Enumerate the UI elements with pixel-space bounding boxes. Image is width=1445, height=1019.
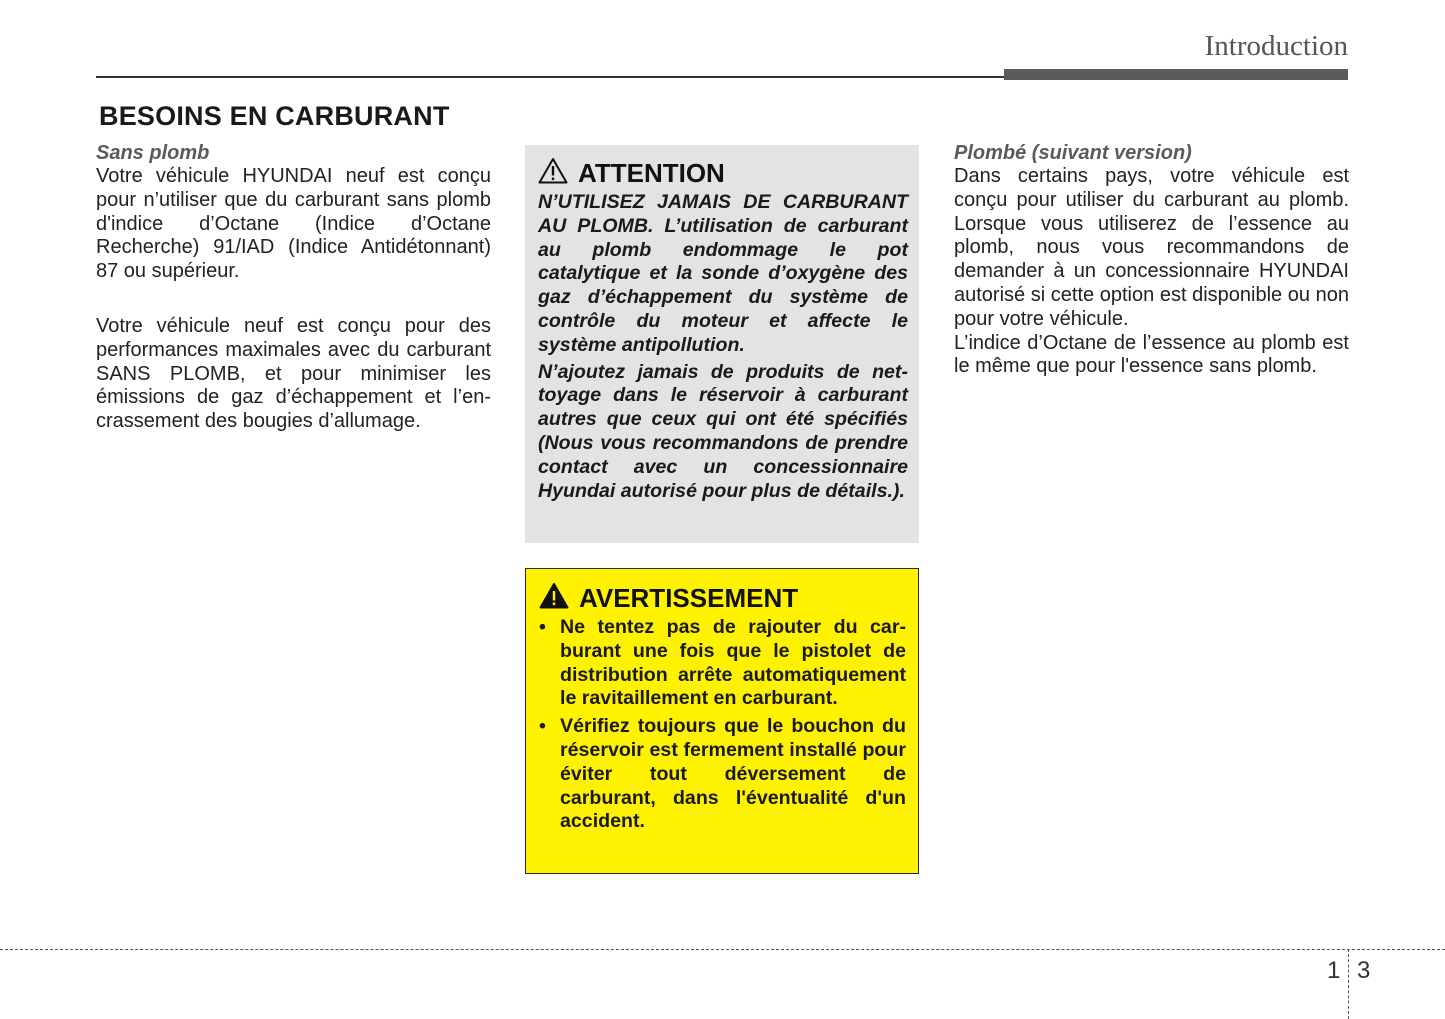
paragraph: Votre véhicule HYUNDAI neuf est conçu pour n’utiliser que du carburant sans plomb d'indice d’Octane (Indice d’Octane Recherche) 91/IAD (Indice Antidétonnant) 87 ou supérieur. bbox=[96, 165, 491, 283]
paragraph: Votre véhicule neuf est conçu pour des performances maximales avec du carburant SANS PLOMB, et pour minimiser les émissions de gaz d’échappement et l’encrassement des bougies d’allumage. bbox=[96, 314, 491, 433]
warning-list-item bbox=[539, 715, 906, 834]
footer-dashed-rule bbox=[0, 949, 1445, 950]
left-column bbox=[96, 141, 491, 434]
warning-list-item bbox=[539, 616, 906, 711]
paragraph: L’indice d’Octane de l’essence au plomb est le même que pour l'essence sans plomb. bbox=[954, 331, 1349, 378]
warning-title: AVERTISSEMENT bbox=[579, 582, 799, 613]
caution-title: ATTENTION bbox=[578, 157, 725, 188]
right-column bbox=[954, 141, 1349, 379]
footer-dashed-divider bbox=[1348, 949, 1349, 1019]
subhead-unleaded: Sans plomb bbox=[96, 142, 210, 164]
warning-list bbox=[539, 616, 906, 834]
caution-box bbox=[525, 145, 919, 543]
warning-box bbox=[525, 568, 919, 874]
warning-item-text: Ne tentez pas de rajouter du carburant une fois que le pistolet de distribution arrête automatiquement le ravitaillement en carburant. bbox=[560, 616, 906, 710]
warning-triangle-outline-icon bbox=[538, 157, 568, 189]
warning-item-text: Vérifiez toujours que le bouchon du réservoir est fermement installé pour éviter tout déversement de carburant, dans l'éventualité d'un accident. bbox=[560, 715, 906, 833]
bullet: • bbox=[539, 616, 546, 638]
paragraph: Dans certains pays, votre véhicule est conçu pour utiliser du carburant au plomb. Lorsque vous utiliserez de l’essence au plomb, nous vous recommandons de demander à un concessionnaire HYUNDAI autorisé si cette option est disponible ou non pour votre véhicule. bbox=[954, 165, 1349, 330]
caution-title-row bbox=[538, 157, 908, 189]
subhead-leaded: Plombé (suivant version) bbox=[954, 142, 1192, 164]
header-accent-bar bbox=[1004, 69, 1348, 80]
running-header-title: Introduction bbox=[1204, 30, 1348, 62]
header-rule bbox=[96, 76, 1004, 78]
warning-triangle-filled-icon bbox=[539, 582, 569, 614]
warning-title-row bbox=[539, 582, 906, 614]
section-title: BESOINS EN CARBURANT bbox=[99, 101, 450, 131]
bullet: • bbox=[539, 715, 546, 738]
page-number: 3 bbox=[1357, 957, 1371, 984]
caution-paragraph: N’ajoutez jamais de produits de nettoyage dans le réservoir à carburant autres que ceux qui ont été spécifiés (Nous vous recommandons de prendre contact avec un concessionnaire Hyundai autorisé pour plus de détails.). bbox=[538, 360, 908, 502]
chapter-number: 1 bbox=[1327, 957, 1341, 984]
caution-paragraph: N’UTILISEZ JAMAIS DE CARBURANT AU PLOMB. L’utilisation de carburant au plomb endommage le pot catalytique et la sonde d’oxygène des gaz d’échappement du système de contrôle du moteur et affecte le système antipollution. bbox=[538, 191, 908, 356]
